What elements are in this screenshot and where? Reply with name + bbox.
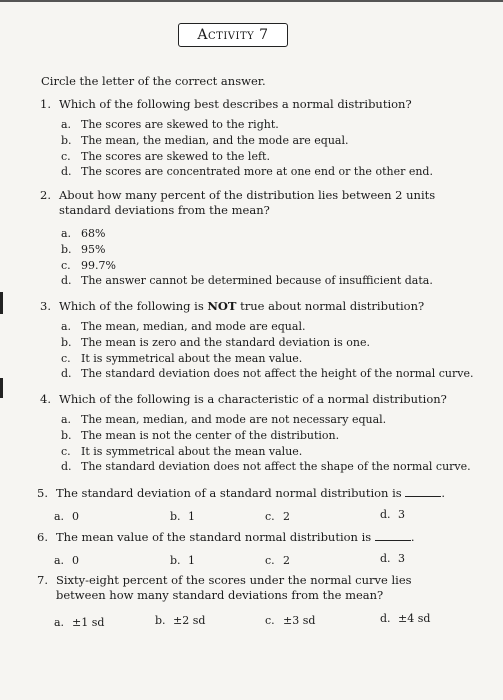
option-text: ±3 sd [283,614,316,627]
question-text-part: The standard deviation of a standard normal distribution is [56,486,402,500]
question-2 [40,188,460,220]
option-letter: c. [265,614,275,627]
question-3 [40,299,460,315]
option-letter: b. [61,243,72,256]
option-7d[interactable] [380,612,430,625]
option-letter: c. [265,554,275,567]
option-text: It is symmetrical about the mean value. [81,445,303,458]
option-letter: b. [61,336,72,349]
top-border [0,0,503,2]
option-text: 1 [188,554,195,567]
option-letter: c. [61,352,71,365]
option-text: The scores are skewed to the right. [81,118,279,131]
option-6a[interactable] [54,554,79,567]
option-text: The mean, median, and mode are not necessary equal. [81,413,387,426]
option-text: It is symmetrical about the mean value. [81,352,303,365]
question-text: Which of the following best describes a normal distribution? [59,97,412,111]
option-text: 1 [188,510,195,523]
option-text: 0 [72,554,79,567]
option-letter: c. [265,510,275,523]
instructions: Circle the letter of the correct answer. [41,74,266,88]
option-letter: a. [54,510,65,523]
option-letter: c. [61,259,71,272]
option-text: The mean is not the center of the distribution. [81,429,340,442]
option-letter: d. [380,552,391,565]
option-letter: d. [61,165,72,178]
activity-title-text: Activity 7 [197,27,269,43]
question-number: 3. [40,299,51,313]
option-letter: a. [54,554,65,567]
option-text: 3 [398,552,405,565]
option-text: The standard deviation does not affect the shape of the normal curve. [81,460,471,473]
option-text: The answer cannot be determined because of insufficient data. [81,274,433,287]
option-5d[interactable] [380,508,405,521]
option-text: The standard deviation does not affect the height of the normal curve. [81,367,474,380]
option-text: The scores are concentrated more at one end or the other end. [81,165,433,178]
option-letter: d. [61,367,72,380]
option-text: The mean, median, and mode are equal. [81,320,306,333]
option-6c[interactable] [265,554,290,567]
option-5b[interactable] [170,510,195,523]
question-number: 7. [37,573,48,587]
option-letter: d. [61,460,72,473]
answer-blank[interactable] [405,486,441,497]
question-text: Sixty-eight percent of the scores under the normal curve lies between how many standard deviations from the mean? [56,573,412,602]
option-text: 2 [283,510,290,523]
question-text-part: The mean value of the standard normal distribution is [56,530,372,544]
question-1 [40,97,460,113]
option-7a[interactable] [54,616,104,629]
question-text: Which of the following is a characteristic of a normal distribution? [59,392,447,406]
question-number: 4. [40,392,51,406]
option-letter: a. [54,616,65,629]
question-number: 6. [37,530,48,544]
option-letter: a. [61,320,72,333]
answer-blank[interactable] [375,530,411,541]
option-letter: d. [380,508,391,521]
option-text: ±4 sd [398,612,431,625]
option-text: ±2 sd [173,614,206,627]
option-letter: b. [170,554,181,567]
question-text-end: . [441,486,446,500]
option-text: 0 [72,510,79,523]
question-text-end: . [410,530,415,544]
question-text [59,299,449,314]
option-text: 95% [81,243,106,256]
option-letter: a. [61,227,72,240]
option-text: The mean is zero and the standard deviation is one. [81,336,371,349]
question-number: 2. [40,188,51,202]
option-letter: b. [61,134,72,147]
option-letter: b. [155,614,166,627]
question-text: About how many percent of the distribution lies between 2 units standard deviations from the mean? [59,188,436,217]
question-6 [37,530,467,546]
option-7b[interactable] [155,614,205,627]
option-text: ±1 sd [72,616,105,629]
option-6d[interactable] [380,552,405,565]
question-text-part: Which of the following is [59,299,208,313]
option-text: 2 [283,554,290,567]
option-letter: a. [61,118,72,131]
option-letter: c. [61,445,71,458]
question-5 [37,486,467,502]
question-text [56,530,446,545]
option-text: The scores are skewed to the left. [81,150,270,163]
question-number: 5. [37,486,48,500]
option-letter: a. [61,413,72,426]
question-text-emphasis: NOT [207,299,237,313]
question-number: 1. [40,97,51,111]
option-text: 3 [398,508,405,521]
option-6b[interactable] [170,554,195,567]
option-letter: b. [61,429,72,442]
option-letter: d. [380,612,391,625]
question-text-part: true about normal distribution? [236,299,425,313]
option-letter: c. [61,150,71,163]
option-letter: b. [170,510,181,523]
option-text: 99.7% [81,259,116,272]
question-7 [37,573,467,605]
option-7c[interactable] [265,614,315,627]
option-5a[interactable] [54,510,79,523]
question-text [56,486,446,501]
option-text: The mean, the median, and the mode are equal. [81,134,349,147]
question-4 [40,392,460,408]
option-text: 68% [81,227,106,240]
option-letter: d. [61,274,72,287]
option-5c[interactable] [265,510,290,523]
activity-title [178,23,288,47]
